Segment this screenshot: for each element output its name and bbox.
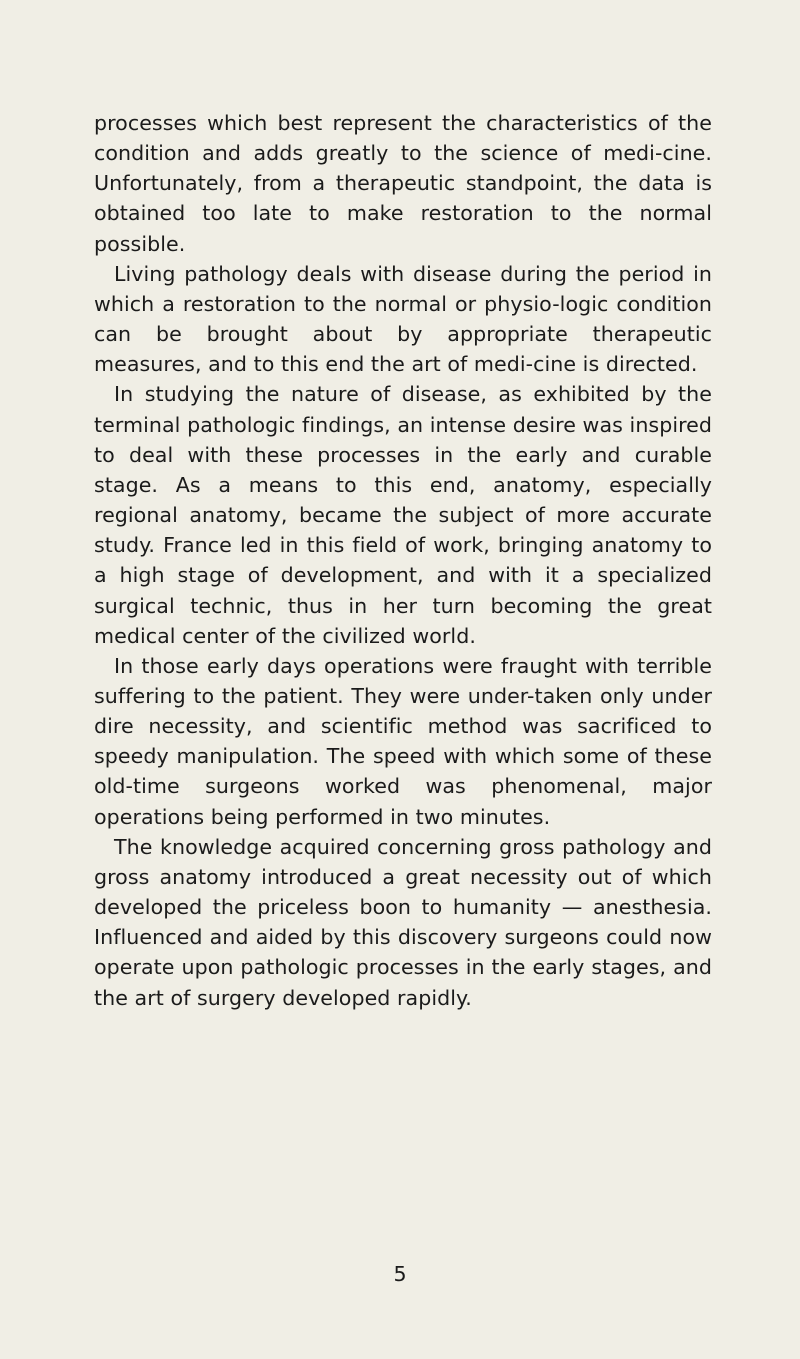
paragraph-continuation: processes which best represent the characteristics of the condition and adds greatly to the science of medi-cine. Unfortunately, from a therapeutic standpoint, the data is obtained too late to make restoration to the normal possible. [94, 111, 712, 256]
paragraph-anesthesia: The knowledge acquired concerning gross pathology and gross anatomy introduced a great necessity out of which developed the priceless boon to humanity — anesthesia. Influenced and aided by this discovery surgeons could now operate upon pathologic processes in the early stages, and the art of surgery developed rapidly. [94, 834, 712, 1010]
paragraph-living-pathology: Living pathology deals with disease during the period in which a restoration to the normal or physio-logic condition can be brought about by appropriate therapeutic measures, and to this end the art of medi-cine is directed. [94, 261, 712, 377]
paragraph-nature-of-disease: In studying the nature of disease, as exhibited by the terminal pathologic findings, an intense desire was inspired to deal with these processes in the early and curable stage. As a means to this end, anatomy, especially regional anatomy, became the subject of more accurate study. France led in this field of work, bringing anatomy to a high stage of development, and with it a specialized surgical technic, thus in her turn becoming the great medical center of the civilized world. [94, 382, 712, 648]
page-number: 5 [393, 1262, 407, 1286]
body-text [94, 108, 712, 1013]
paragraph-early-operations: In those early days operations were fraught with terrible suffering to the patient. They were under-taken only under dire necessity, and scientific method was sacrificed to speedy manipulation. The speed with which some of these old-time surgeons worked was phenomenal, major operations being performed in two minutes. [94, 653, 712, 829]
